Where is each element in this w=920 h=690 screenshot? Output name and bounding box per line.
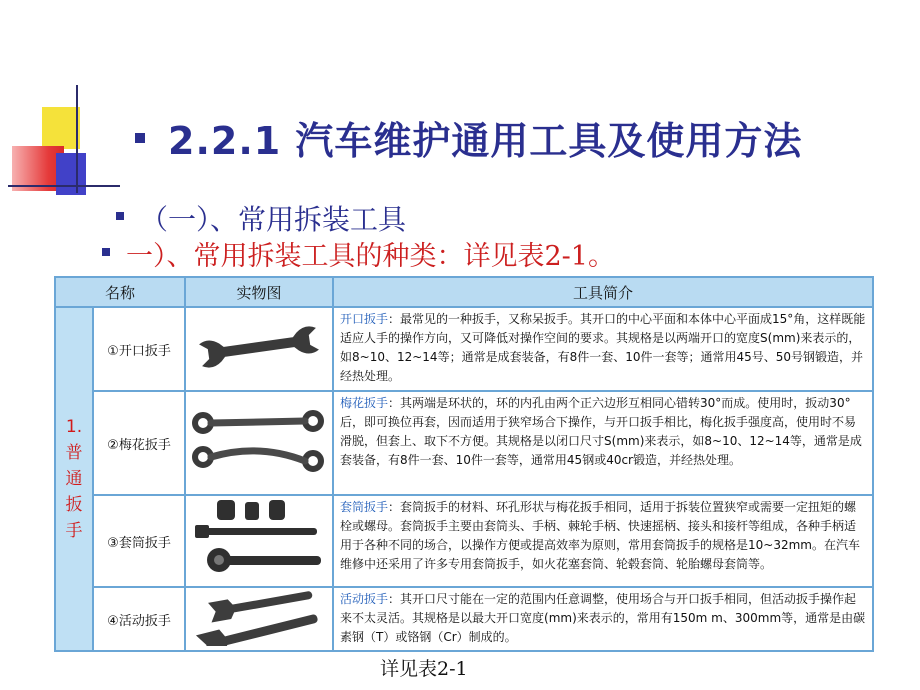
table-row [55, 495, 873, 587]
table-row [55, 391, 873, 495]
logo-horizontal-line [8, 185, 120, 187]
tool-name: ①开口扳手 [93, 307, 185, 391]
tool-term: 套筒扳手 [340, 500, 389, 514]
tool-description [333, 587, 873, 651]
tool-term: 活动扳手 [340, 592, 389, 606]
table-header-row [55, 277, 873, 307]
table-row [55, 587, 873, 651]
table-row [55, 307, 873, 391]
table-caption: 详见表2-1 [380, 658, 468, 680]
category-cell [55, 307, 93, 651]
category-char: 1. [65, 417, 83, 437]
tool-desc-text: ：套筒扳手的材料、环孔形状与梅花扳手相同，适用于拆装位置狭窄或需要一定扭矩的螺栓或螺母。套筒扳手主要由套筒头、手柄、棘轮手柄、快速摇柄、接头和接杆等组成，各种手柄适用于各种不同的场合，以操作方便或提高效率为原则，常用套筒扳手的规格是10~32mm。在汽车维修中还采用了许多专用套筒扳手，如火花塞套筒、轮毂套筒、轮胎螺母套筒等。 [340, 500, 860, 571]
logo-yellow-block [42, 107, 80, 149]
header-description: 工具简介 [333, 277, 873, 307]
tool-description [333, 495, 873, 587]
subtitle2-bullet-icon [102, 248, 110, 256]
subtitle1-bullet-icon [116, 212, 124, 220]
category-char: 普 [65, 443, 83, 463]
tool-desc-text: ：其开口尺寸能在一定的范围内任意调整，使用场合与开口扳手相同，但活动扳手操作起来不太灵活。其规格是以最大开口宽度(mm)来表示的，常用有150m m、300mm等，通常是由碳素钢（T）或铬钢（Cr）制成的。 [340, 592, 866, 644]
tool-description [333, 307, 873, 391]
adjustable-wrench-icon [185, 587, 333, 651]
tools-table [54, 276, 874, 652]
category-char: 手 [65, 521, 83, 541]
tool-name: ④活动扳手 [93, 587, 185, 651]
tool-name: ③套筒扳手 [93, 495, 185, 587]
tool-desc-text: ：最常见的一种扳手，又称呆扳手。其开口的中心平面和本体中心平面成15°角，这样既能适应人手的操作方向，又可降低对操作空间的要求。其规格是以两端开口的宽度S(mm)来表示的，如8~10、12~14等；通常是成套装备，有8件一套、10件一套等；通常用45号、50号钢锻造，并经热处理。 [340, 312, 866, 383]
title-bullet-icon [135, 133, 145, 143]
tool-name: ②梅花扳手 [93, 391, 185, 495]
category-char: 通 [65, 469, 83, 489]
socket-wrench-set-icon [185, 495, 333, 587]
logo-vertical-line [76, 85, 78, 193]
tool-description [333, 391, 873, 495]
open-end-wrench-icon [185, 307, 333, 391]
tool-term: 开口扳手 [340, 312, 389, 326]
tool-term: 梅花扳手 [340, 396, 389, 410]
header-image: 实物图 [185, 277, 333, 307]
subtitle-tool-types: 一）、常用拆装工具的种类：详见表2-1。 [126, 241, 615, 272]
subtitle-tools: （一）、常用拆装工具 [140, 203, 407, 236]
box-end-wrench-icon [185, 391, 333, 495]
logo-blue-block [56, 153, 86, 195]
header-name: 名称 [55, 277, 185, 307]
category-char: 扳 [65, 495, 83, 515]
page-title: 2.2.1 汽车维护通用工具及使用方法 [168, 119, 803, 163]
tool-desc-text: ：其两端是环状的，环的内孔由两个正六边形互相同心错转30°而成。使用时，扳动30°后，即可换位再套，因而适用于狭窄场合下操作，与开口扳手相比，梅化扳手强度高，使用时不易滑脱，但套上、取下不方便。其规格是以闭口尺寸S(mm)来表示，如8~10、12~14等，通常是成套装备，有8件一套、10件一套等，通常用45钢或40cr锻造，并经热处理。 [340, 396, 862, 467]
